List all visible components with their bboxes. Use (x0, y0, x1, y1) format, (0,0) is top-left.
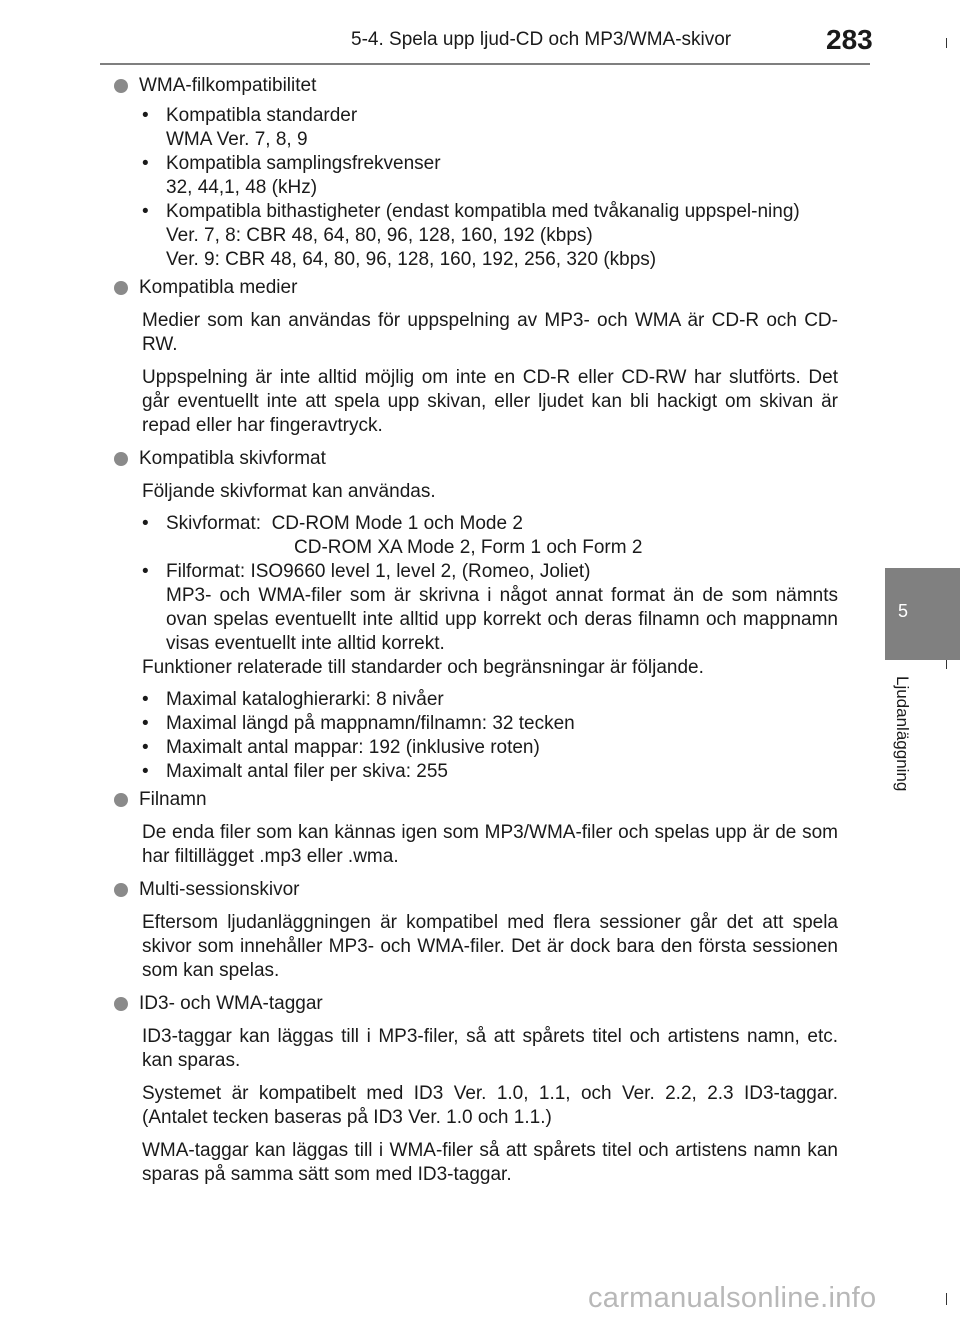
section-heading: Multi-sessionskivor (139, 879, 300, 900)
crop-mark (946, 38, 947, 48)
bullet-circle-icon (114, 79, 128, 93)
paragraph: Funktioner relaterade till standarder och begränsningar är följande. (142, 657, 704, 678)
section-heading: WMA-filkompatibilitet (139, 75, 317, 96)
bullet-icon: • (142, 153, 149, 174)
list-item: • Maximal längd på mappnamn/filnamn: 32 tecken (142, 713, 575, 734)
section-media (114, 276, 838, 438)
bullet-list (142, 512, 838, 656)
bullet-icon: • (142, 713, 149, 734)
list-item: • Skivformat: CD-ROM Mode 1 och Mode 2 CD-ROM XA Mode 2, Form 1 och Form 2 (142, 513, 643, 558)
bullet-icon: • (142, 561, 149, 582)
header-divider (100, 63, 870, 65)
chapter-label (892, 676, 922, 816)
list-item: • Kompatibla bithastigheter (endast kompatibla med tvåkanalig uppspel-ning) Ver. 7, 8: CBR 48, 64, 80, 96, 128, 160, 192 (kbps) Ver. 9: CBR 48, 64, 80, 96, 128, 160, 192, 256, 320 (kbps) (142, 201, 800, 270)
list-item: • Kompatibla standarder WMA Ver. 7, 8, 9 (142, 105, 358, 150)
list-item: • Filformat: ISO9660 level 1, level 2, (Romeo, Joliet) MP3- och WMA-filer som är skrivna i något annat format än de som nämnts ovan spelas eventuellt inte alltid upp korrekt och deras filnamn och mappnamn visas eventuellt inte alltid korrekt. (142, 561, 838, 654)
paragraph: Följande skivformat kan användas. (142, 481, 436, 502)
list-item: • Maximal kataloghierarki: 8 nivåer (142, 689, 444, 710)
bullet-icon: • (142, 513, 149, 534)
bullet-circle-icon (114, 452, 128, 466)
page-header (0, 0, 960, 56)
crop-mark (946, 659, 947, 669)
list-item: • Maximalt antal mappar: 192 (inklusive roten) (142, 737, 540, 758)
section-title: 5-4. Spela upp ljud-CD och MP3/WMA-skivor (351, 29, 732, 50)
section-heading: Kompatibla skivformat (139, 448, 326, 469)
paragraph: Systemet är kompatibelt med ID3 Ver. 1.0, 1.1, och Ver. 2.2, 2.3 ID3-taggar. (Antalet tecken baseras på ID3 Ver. 1.0 och 1.1.) (142, 1083, 838, 1128)
bullet-circle-icon (114, 793, 128, 807)
crop-mark (946, 1293, 947, 1305)
chapter-number: 5 (898, 601, 909, 621)
page-content (114, 74, 838, 1187)
paragraph: WMA-taggar kan läggas till i WMA-filer så att spårets titel och artistens namn kan sparas på samma sätt som med ID3-taggar. (142, 1140, 838, 1185)
paragraph: Eftersom ljudanläggningen är kompatibel med flera sessioner går det att spela skivor som innehåller MP3- och WMA-filer. Det är dock bara den första sessionen som kan spelas. (142, 912, 838, 981)
bullet-circle-icon (114, 281, 128, 295)
bullet-icon: • (142, 105, 149, 126)
list-item: • Maximalt antal filer per skiva: 255 (142, 761, 448, 782)
paragraph: De enda filer som kan kännas igen som MP3/WMA-filer och spelas upp är de som har filtillägget .mp3 eller .wma. (142, 822, 838, 867)
bullet-icon: • (142, 761, 149, 782)
chapter-label-text: Ljudanläggning (893, 676, 912, 792)
bullet-circle-icon (114, 883, 128, 897)
watermark: carmanualsonline.info (588, 1282, 877, 1314)
section-filenames (114, 788, 838, 869)
bullet-icon: • (142, 689, 149, 710)
paragraph: ID3-taggar kan läggas till i MP3-filer, så att spårets titel och artistens namn, etc. kan sparas. (142, 1026, 838, 1071)
page-number: 283 (826, 24, 873, 55)
section-heading: ID3- och WMA-taggar (139, 993, 323, 1014)
paragraph: Uppspelning är inte alltid möjlig om inte en CD-R eller CD-RW har slutförts. Det går eventuellt inte att spela upp skivan, eller ljudet kan bli hackigt om skivan är repad eller har fingeravtryck. (142, 367, 838, 436)
section-multisession (114, 878, 838, 983)
section-wma (114, 74, 838, 272)
bullet-icon: • (142, 201, 149, 222)
section-tags (114, 992, 838, 1187)
section-heading: Filnamn (139, 789, 207, 810)
bullet-icon: • (142, 737, 149, 758)
section-heading: Kompatibla medier (139, 277, 298, 298)
section-formats (114, 447, 838, 784)
chapter-tab (885, 568, 960, 660)
bullet-list (142, 688, 838, 784)
paragraph: Medier som kan användas för uppspelning av MP3- och WMA är CD-R och CD-RW. (142, 310, 838, 355)
bullet-circle-icon (114, 997, 128, 1011)
bullet-list (142, 104, 838, 272)
list-item: • Kompatibla samplingsfrekvenser 32, 44,1, 48 (kHz) (142, 153, 441, 198)
